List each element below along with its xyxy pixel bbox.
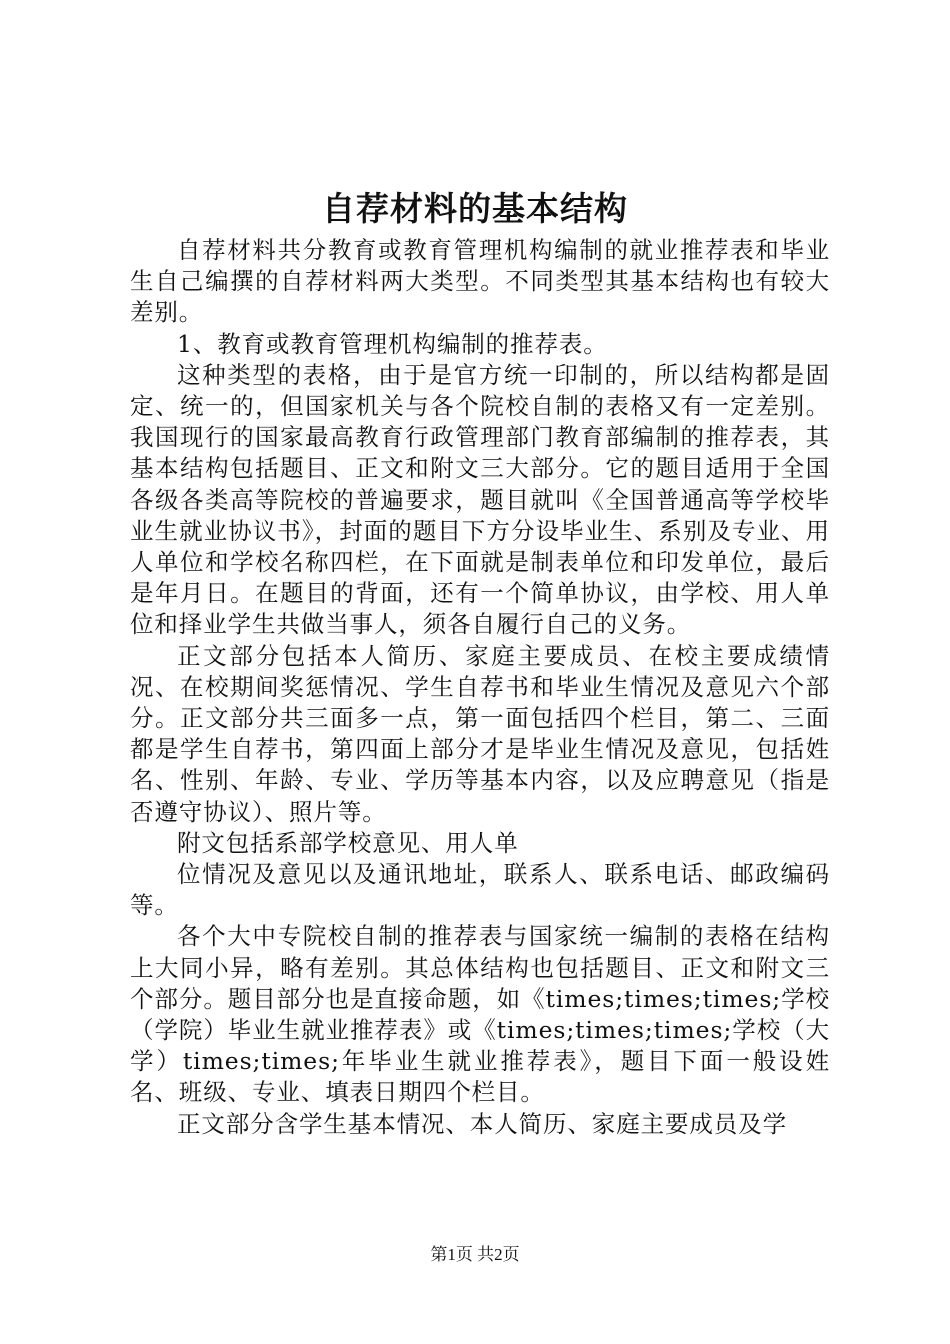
- page-number-footer: 第1页 共2页: [430, 1245, 520, 1264]
- paragraph-body-contents: 正文部分含学生基本情况、本人简历、家庭主要成员及学: [177, 1109, 787, 1138]
- paragraph-appendix-continued: 位情况及意见以及通讯地址，联系人、联系电话、邮政编码等。: [130, 860, 830, 920]
- paragraph-national-form: 这种类型的表格，由于是官方统一印制的，所以结构都是固定、统一的，但国家机关与各个院校自制的表格又有一定差别。我国现行的国家最高教育行政管理部门教育部编制的推荐表，其基本结构包括题目、正文和附文三大部分。它的题目适用于全国各级各类高等院校的普遍要求，题目就叫《全国普通高等学校毕业生就业协议书》，封面的题目下方分设毕业生、系别及专业、用人单位和学校名称四栏，在下面就是制表单位和印发单位，最后是年月日。在题目的背面，还有一个简单协议，由学校、用人单位和择业学生共做当事人，须各自履行自己的义务。: [130, 360, 830, 639]
- paragraph-intro: 自荐材料共分教育或教育管理机构编制的就业推荐表和毕业生自己编撰的自荐材料两大类型。不同类型其基本结构也有较大差别。: [130, 236, 830, 327]
- paragraph-section-1-heading: 1、教育或教育管理机构编制的推荐表。: [177, 329, 608, 358]
- paragraph-school-form: 各个大中专院校自制的推荐表与国家统一编制的表格在结构上大同小异，略有差别。其总体结构也包括题目、正文和附文三个部分。题目部分也是直接命题，如《times;times;times;学校（学院）毕业生就业推荐表》或《times;times;times;学校（大学）times;times;年毕业生就业推荐表》，题目下面一般设姓名、班级、专业、填表日期四个栏目。: [130, 922, 830, 1107]
- paragraph-appendix-start: 附文包括系部学校意见、用人单: [177, 828, 519, 857]
- document-title: 自荐材料的基本结构: [322, 189, 628, 228]
- document-body: [130, 235, 830, 1140]
- paragraph-main-body: 正文部分包括本人简历、家庭主要成员、在校主要成绩情况、在校期间奖惩情况、学生自荐书和毕业生情况及意见六个部分。正文部分共三面多一点，第一面包括四个栏目，第二、三面都是学生自荐书，第四面上部分才是毕业生情况及意见，包括姓名、性别、年龄、专业、学历等基本内容，以及应聘意见（指是否遵守协议）、照片等。: [130, 641, 830, 826]
